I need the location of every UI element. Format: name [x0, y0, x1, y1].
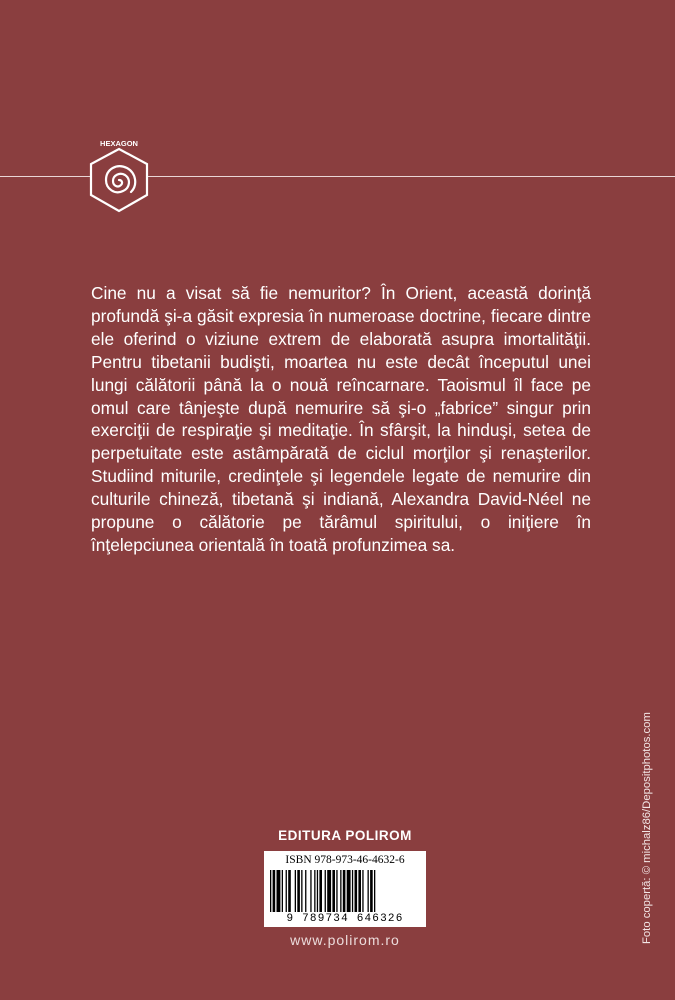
hexagon-spiral-icon: [91, 149, 147, 211]
barcode-bar: [332, 870, 335, 912]
isbn-barcode: [264, 851, 426, 927]
barcode-digits: 9 789734 646326: [286, 913, 404, 925]
barcode-bar: [310, 870, 311, 912]
publisher-website: www.polirom.ro: [290, 932, 400, 948]
barcode-bar: [362, 870, 363, 912]
barcode-bar: [340, 870, 341, 912]
barcode-bar: [314, 870, 315, 912]
photo-credit: Foto copertă: © michalz86/Depositphotos.com: [641, 712, 653, 944]
barcode-bar: [277, 870, 281, 912]
hexagon-logo: [87, 137, 151, 215]
barcode-bar: [273, 870, 276, 912]
barcode-bar: [282, 870, 283, 912]
logo-text: HEXAGON: [100, 139, 138, 148]
barcode-bar: [368, 870, 369, 912]
barcode-bar: [358, 870, 361, 912]
barcode-bar: [347, 870, 351, 912]
barcode-bar: [317, 870, 318, 912]
barcode-bar: [325, 870, 326, 912]
back-cover-blurb: Cine nu a visat să fie nemuritor? În Orient, această dorinţă profundă şi-a găsit expresia în numeroase doctrine, fiecare dintre ele oferind o viziune extrem de elaborată asupra imortalităţii. Pentru tibetanii budişti, moartea nu este decât începutul unei lungi călătorii până la o nouă reîncarnare. Taoismul îl face pe omul care tânjeşte după nemurire să şi-o „fabrice” singur prin exerciţii de respiraţie şi meditaţie. În sfârşit, la hinduşi, setea de perpetuitate este astâmpărată de ciclul morţilor şi renaşterilor. Studiind miturile, credinţele şi legendele legate de nemurire din culturile chineză, tibetană şi indiană, Alexandra David-Néel ne propune o călătorie pe tărâmul spiritului, o iniţiere în înţelepciunea orientală în toată profunzimea sa.: [91, 283, 591, 555]
barcode-bar: [352, 870, 353, 912]
barcode-bar: [295, 870, 296, 912]
barcode-bars: [270, 870, 420, 912]
isbn-label: ISBN 978-973-46-4632-6: [285, 854, 405, 866]
barcode-bar: [305, 870, 306, 912]
barcode-bar: [343, 870, 346, 912]
publisher-name: EDITURA POLIROM: [278, 828, 412, 843]
barcode-bar: [319, 870, 322, 912]
barcode-bar: [297, 870, 300, 912]
barcode-bar: [301, 870, 302, 912]
barcode-bar: [374, 870, 375, 912]
barcode-bar: [270, 870, 271, 912]
barcode-bar: [286, 870, 287, 912]
barcode-bar: [355, 870, 358, 912]
barcode-bar: [327, 870, 331, 912]
barcode-bar: [370, 870, 373, 912]
barcode-bar: [336, 870, 337, 912]
barcode-bar: [288, 870, 291, 912]
